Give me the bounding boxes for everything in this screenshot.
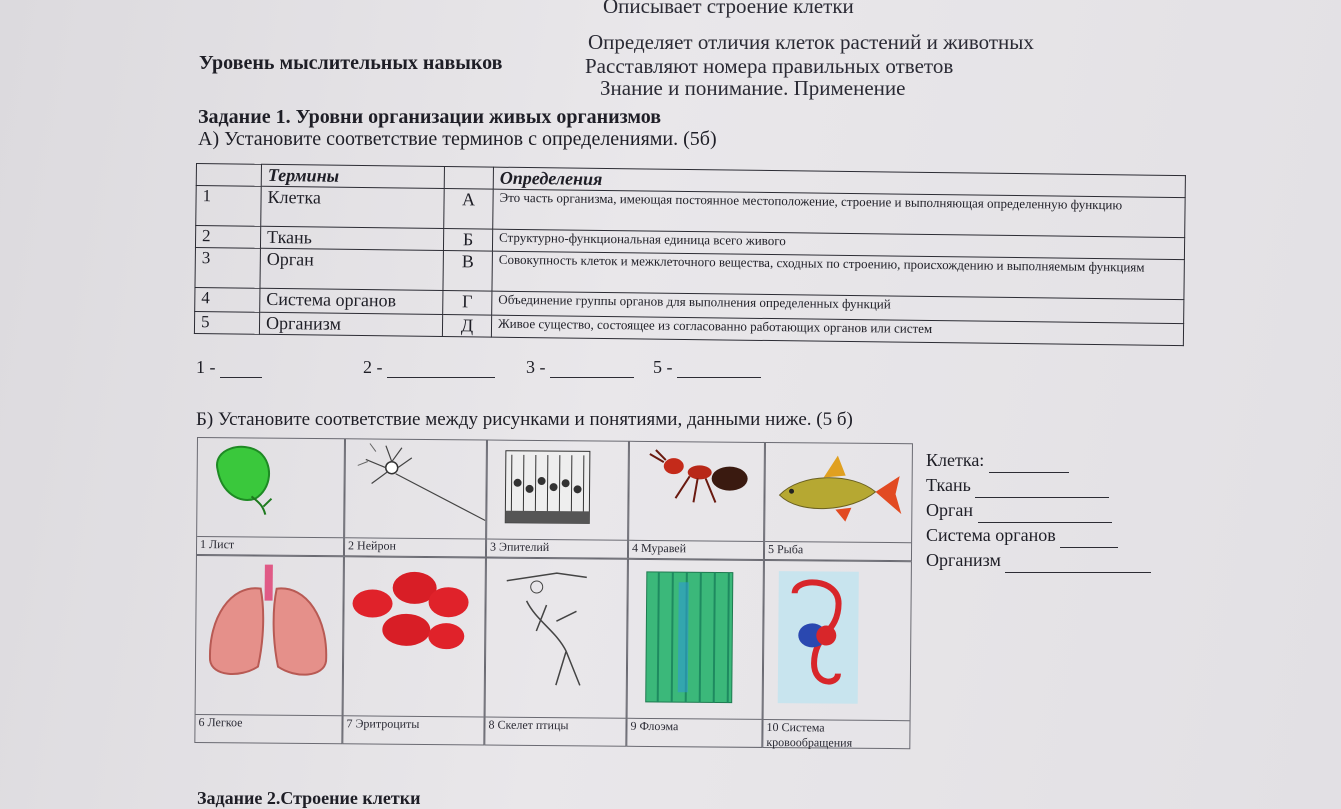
task1-part-b: Б) Установите соответствие между рисунками и понятиями, данными ниже. (5 б)	[196, 409, 853, 430]
picture-leaf: 1 Лист	[196, 437, 345, 556]
answer-3-blank[interactable]	[550, 363, 634, 378]
neuron-icon	[345, 439, 486, 540]
concepts-list	[926, 448, 1151, 573]
answer-5-blank[interactable]	[677, 363, 761, 378]
concept-tissue: Ткань	[926, 473, 1151, 498]
picture-neuron: 2 Нейрон	[344, 438, 487, 557]
leaf-icon	[201, 440, 342, 541]
answer-5-label: 5 -	[653, 357, 673, 377]
answer-2-blank[interactable]	[387, 363, 495, 378]
concept-organism: Организм	[926, 548, 1151, 573]
circulatory-system-icon	[774, 563, 875, 714]
answer-1-blank[interactable]	[220, 363, 262, 378]
erythrocytes-icon	[344, 557, 485, 668]
picture-circulatory-system: 10 Система кровообращения	[762, 560, 912, 749]
criterion-3: Расставляют номера правильных ответов	[585, 54, 954, 78]
thinking-level-value: Знание и понимание. Применение	[600, 76, 906, 100]
picture-phloem: 9 Флоэма	[626, 559, 764, 748]
epithelium-icon	[497, 443, 618, 544]
concept-organ: Орган	[926, 498, 1151, 523]
picture-epithelium: 3 Эпителий	[486, 440, 629, 559]
task1-title: Задание 1. Уровни организации живых организмов	[198, 106, 662, 128]
fish-icon	[765, 443, 914, 544]
criterion-2: Определяет отличия клеток растений и животных	[588, 30, 1034, 54]
terms-table	[194, 163, 1186, 346]
picture-erythrocytes: 7 Эритроциты	[342, 556, 486, 745]
concept-organ-system: Система органов	[926, 523, 1151, 548]
task1-part-a: А) Установите соответствие терминов с определениями. (5б)	[198, 128, 717, 150]
answer-2-label: 2 -	[363, 357, 383, 377]
answer-3-label: 3 -	[526, 357, 546, 377]
picture-lungs: 6 Легкое	[194, 555, 344, 744]
phloem-icon	[638, 562, 749, 713]
header-definitions: Определения	[493, 167, 1185, 197]
table-row: 1 Клетка А Это часть организма, имеющая постоянное местоположение, строение и выполняющая определенную функцию	[196, 186, 1185, 238]
answer-line	[196, 357, 761, 378]
picture-bird-skeleton: 8 Скелет птицы	[484, 558, 628, 747]
table-row: 4 Система органов Г Объединение группы органов для выполнения определенных функций	[195, 287, 1184, 323]
pictures-grid	[194, 437, 913, 749]
picture-ant: 4 Муравей	[628, 441, 765, 560]
answer-1-label: 1 -	[196, 357, 216, 377]
table-row: 5 Организм Д Живое существо, состоящее из согласованно работающих органов или систем	[194, 311, 1183, 345]
picture-fish: 5 Рыба	[764, 442, 913, 561]
criterion-1: Описывает строение клетки	[603, 0, 854, 18]
lungs-icon	[200, 558, 341, 709]
concept-cell: Клетка:	[926, 448, 1151, 473]
task2-title: Задание 2.Строение клетки	[197, 788, 421, 808]
thinking-level-label: Уровень мыслительных навыков	[199, 52, 503, 74]
ant-icon	[629, 442, 766, 543]
table-row: 2 Ткань Б Структурно-функциональная единица всего живого	[195, 226, 1184, 260]
table-row: 3 Орган В Совокупность клеток и межклеточного вещества, сходных по строению, происхождению и выполняемым функциям	[195, 247, 1184, 299]
bird-skeleton-icon	[496, 561, 617, 712]
header-terms: Термины	[261, 164, 444, 188]
